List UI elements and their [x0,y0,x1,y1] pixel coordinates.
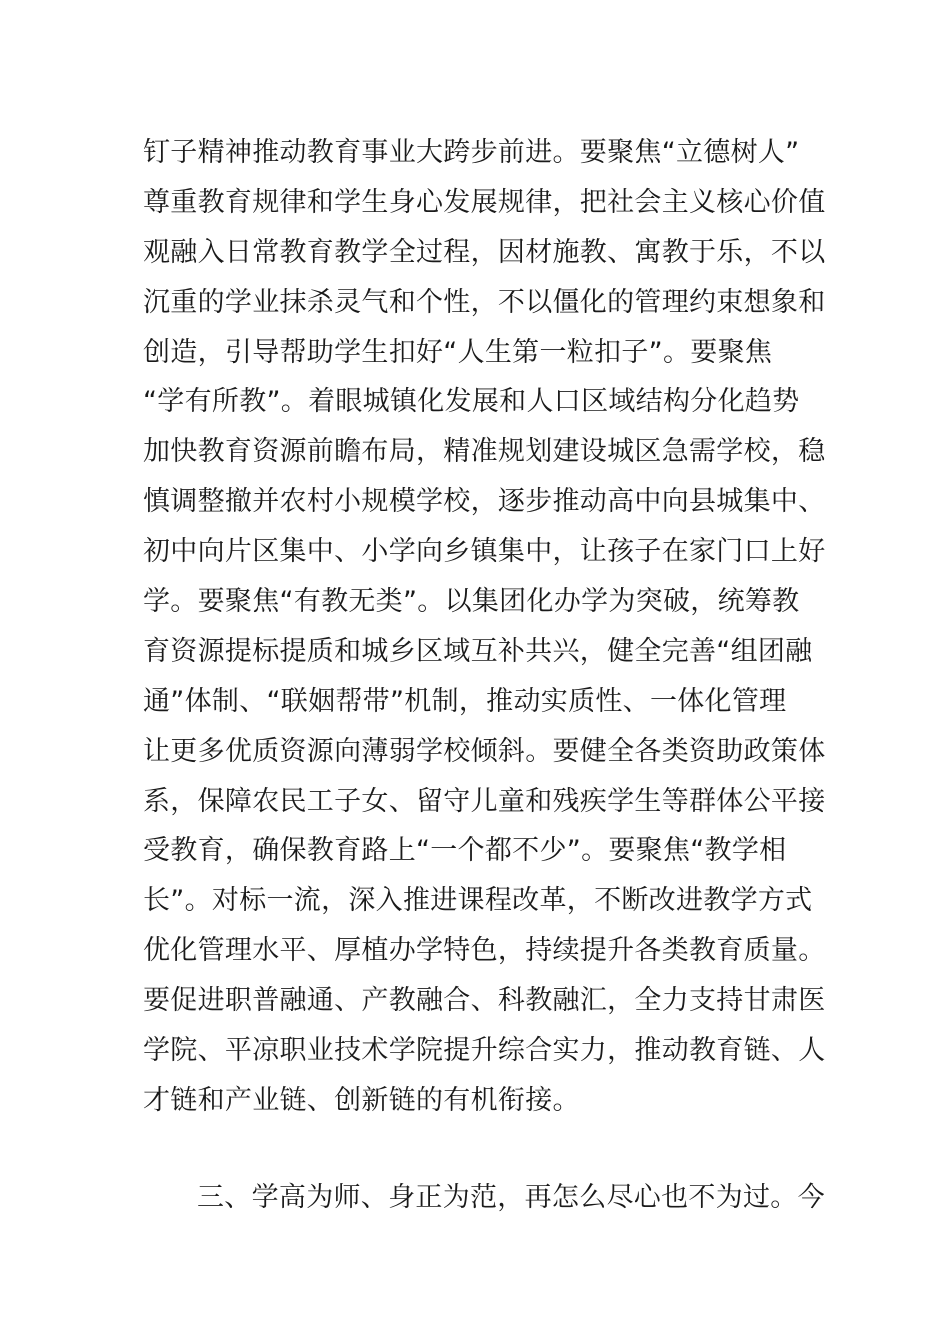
paragraph-line: 初中向片区集中、小学向乡镇集中，让孩子在家门口上好 [143,536,826,568]
paragraph-line: 钉子精神推动教育事业大跨步前进。要聚焦“立德树人” [143,137,800,168]
paragraph-line: 慎调整撤并农村小规模学校，逐步推动高中向县城集中、 [143,486,826,518]
paragraph-line: 长”。对标一流，深入推进课程改革，不断改进教学方式 [143,885,813,917]
paragraph-line: 学。要聚焦“有教无类”。以集团化办学为突破，统筹教 [143,586,800,618]
paragraph-line: 才链和产业链、创新链的有机衔接。 [143,1084,580,1116]
paragraph-line: 观融入日常教育教学全过程，因材施教、寓教于乐，不以 [143,236,826,268]
paragraph-line: 让更多优质资源向薄弱学校倾斜。要健全各类资助政策体 [143,735,826,767]
paragraph-line: 要促进职普融通、产教融合、科教融汇，全力支持甘肃医 [143,985,826,1017]
paragraph-line: 学院、平凉职业技术学院提升综合实力，推动教育链、人 [143,1035,826,1067]
paragraph-line: 加快教育资源前瞻布局，精准规划建设城区急需学校，稳 [143,436,826,468]
paragraph-line: 优化管理水平、厚植办学特色，持续提升各类教育质量。 [143,935,826,967]
paragraph-line: 育资源提标提质和城乡区域互补共兴，健全完善“组团融 [143,635,813,667]
paragraph-line: 通”体制、“联姻帮带”机制，推动实质性、一体化管理 [143,685,787,717]
paragraph-line: 创造，引导帮助学生扣好“人生第一粒扣子”。要聚焦 [143,336,773,368]
paragraph-line: 受教育，确保教育路上“一个都不少”。要聚焦“教学相 [143,835,787,867]
body-paragraph [143,128,826,1126]
section-three-paragraph [143,1173,825,1223]
paragraph-line: 尊重教育规律和学生身心发展规律，把社会主义核心价值 [143,186,826,218]
paragraph-line: 沉重的学业抹杀灵气和个性，不以僵化的管理约束想象和 [143,286,826,318]
paragraph-line: 三、学高为师、身正为范，再怎么尽心也不为过。今 [197,1182,825,1213]
paragraph-line: 系，保障农民工子女、留守儿童和残疾学生等群体公平接 [143,785,826,817]
paragraph-line: “学有所教”。着眼城镇化发展和人口区域结构分化趋势 [143,386,800,418]
